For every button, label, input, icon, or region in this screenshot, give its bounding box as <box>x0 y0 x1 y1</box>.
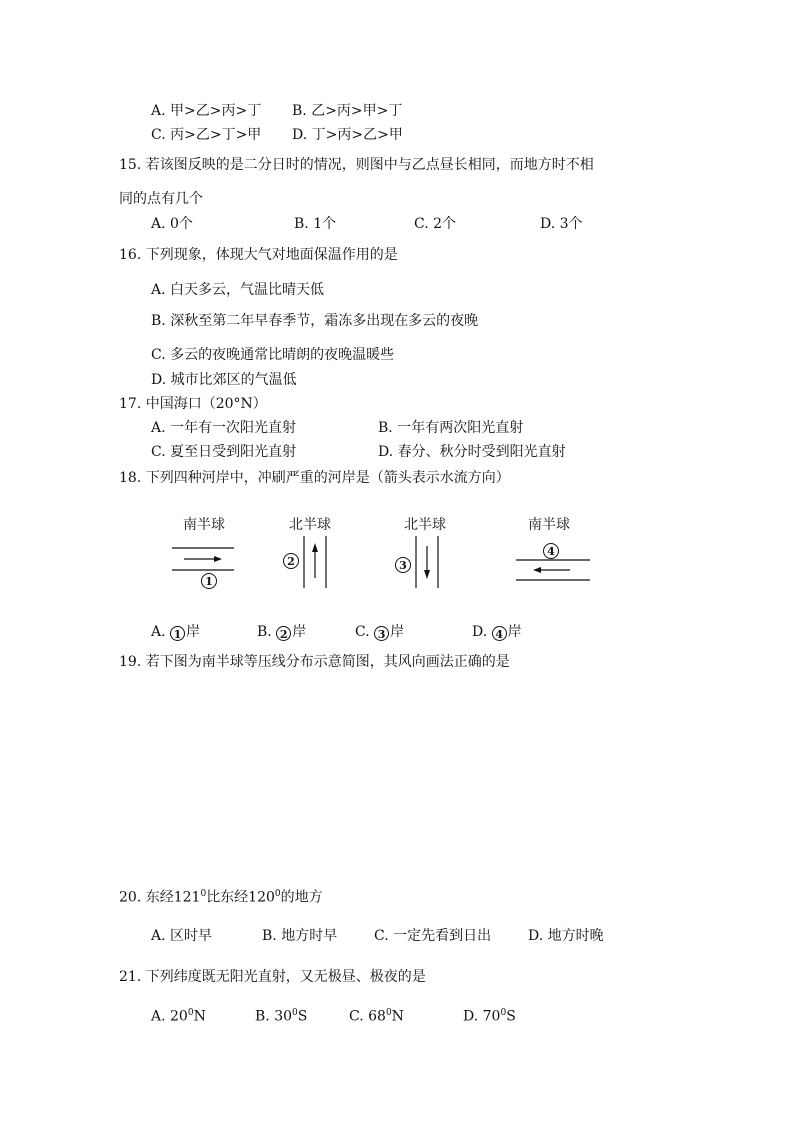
q17-stem: 17. 中国海口（20°N） <box>119 396 267 412</box>
q18-option-c-number: 3 <box>374 626 389 641</box>
q16-option-d: D. 城市比郊区的气温低 <box>151 372 297 388</box>
q20-option-b: B. 地方时早 <box>262 928 338 944</box>
q14-option-b: B. 乙>丙>甲>丁 <box>292 103 403 119</box>
q18-option-d <box>472 623 522 641</box>
diagram-1-number: 1 <box>201 573 217 589</box>
q18-option-b-suffix: 岸 <box>292 624 307 640</box>
diagram-4-number: 4 <box>543 543 559 559</box>
q17-option-b: B. 一年有两次阳光直射 <box>378 420 524 436</box>
q18-option-b-number: 2 <box>276 626 291 641</box>
q21-option-b-degree: 0 <box>292 1008 298 1018</box>
q21-option-a-value: A. 20 <box>151 1008 188 1025</box>
q14-option-a: A. 甲>乙>丙>丁 <box>151 103 262 119</box>
q19-stem: 19. 若下图为南半球等压线分布示意简图，其风向画法正确的是 <box>119 654 510 670</box>
q14-option-d: D. 丁>丙>乙>甲 <box>292 127 403 143</box>
q21-stem: 21. 下列纬度既无阳光直射，又无极昼、极夜的是 <box>119 969 426 985</box>
q21-option-a-degree: 0 <box>187 1008 194 1018</box>
q16-option-a: A. 白天多云，气温比晴天低 <box>151 282 325 298</box>
q15-option-a: A. 0个 <box>151 216 193 232</box>
q20-text-c: 的地方 <box>280 889 323 906</box>
q20-stem <box>119 885 323 907</box>
q18-option-b <box>257 623 306 641</box>
q18-option-d-number: 4 <box>492 626 507 641</box>
q21-option-c <box>349 1004 404 1026</box>
q18-option-b-letter: B. <box>257 624 272 640</box>
q18-option-c-suffix: 岸 <box>390 624 405 640</box>
q18-option-a-number: 1 <box>170 626 185 641</box>
q18-option-a-suffix: 岸 <box>186 624 201 640</box>
q20-option-d: D. 地方时晚 <box>528 928 604 944</box>
q15-option-d: D. 3个 <box>540 216 583 232</box>
q20-text-b: 比东经120 <box>206 889 275 906</box>
q20-option-a: A. 区时早 <box>151 928 213 944</box>
q18-option-c <box>355 623 404 641</box>
q15-option-b: B. 1个 <box>294 216 337 232</box>
q21-option-c-degree: 0 <box>385 1008 392 1018</box>
q16-option-c: C. 多云的夜晚通常比晴朗的夜晚温暖些 <box>151 347 395 363</box>
diagram-1-heading: 南半球 <box>183 517 225 533</box>
q18-option-d-letter: D. <box>472 624 488 640</box>
q21-option-b <box>255 1004 307 1026</box>
diagram-2-heading: 北半球 <box>289 517 331 533</box>
q16-stem: 16. 下列现象，体现大气对地面保温作用的是 <box>119 247 398 263</box>
q21-option-d-degree: 0 <box>500 1008 507 1018</box>
q16-option-b: B. 深秋至第二年早春季节，霜冻多出现在多云的夜晚 <box>151 313 479 329</box>
q21-option-c-value: C. 68 <box>349 1008 386 1025</box>
q18-stem: 18. 下列四种河岸中，冲刷严重的河岸是（箭头表示水流方向） <box>119 470 510 486</box>
q21-option-d-value: D. 70 <box>463 1008 501 1025</box>
q20-degree-2: 0 <box>274 889 281 899</box>
q15-option-c: C. 2个 <box>414 216 457 232</box>
q21-option-d-hemisphere: S <box>506 1008 516 1025</box>
q21-option-d <box>463 1004 516 1026</box>
q17-option-d: D. 春分、秋分时受到阳光直射 <box>378 444 566 460</box>
river-diagram-2 <box>300 534 330 590</box>
diagram-2-number: 2 <box>283 553 299 569</box>
q18-option-a-letter: A. <box>151 624 166 640</box>
q21-option-c-hemisphere: N <box>391 1008 404 1025</box>
q21-option-b-hemisphere: S <box>297 1008 308 1025</box>
diagram-4-heading: 南半球 <box>528 517 570 533</box>
diagram-3-number: 3 <box>395 557 411 573</box>
q14-option-c: C. 丙>乙>丁>甲 <box>151 127 262 143</box>
q21-option-a <box>151 1004 206 1026</box>
q17-option-c: C. 夏至日受到阳光直射 <box>151 444 297 460</box>
q17-option-a: A. 一年有一次阳光直射 <box>151 420 297 436</box>
q21-option-b-value: B. 30 <box>255 1008 293 1025</box>
q20-text-a: 东经121 <box>145 889 201 906</box>
q18-option-c-letter: C. <box>355 624 370 640</box>
diagram-3-heading: 北半球 <box>404 517 446 533</box>
q20-option-c: C. 一定先看到日出 <box>374 928 492 944</box>
river-diagram-1 <box>170 544 236 574</box>
q18-option-d-suffix: 岸 <box>507 624 522 640</box>
q18-option-a <box>151 623 200 641</box>
river-diagram-4 <box>514 556 592 584</box>
q15-stem-line2: 同的点有几个 <box>119 191 203 207</box>
q20-number: 20. <box>119 889 142 906</box>
q15-stem-line1: 15. 若该图反映的是二分日时的情况，则图中与乙点昼长相同，而地方时不相 <box>119 157 594 173</box>
q20-degree-1: 0 <box>200 889 207 899</box>
q21-option-a-hemisphere: N <box>193 1008 206 1025</box>
river-diagram-3 <box>412 534 442 590</box>
